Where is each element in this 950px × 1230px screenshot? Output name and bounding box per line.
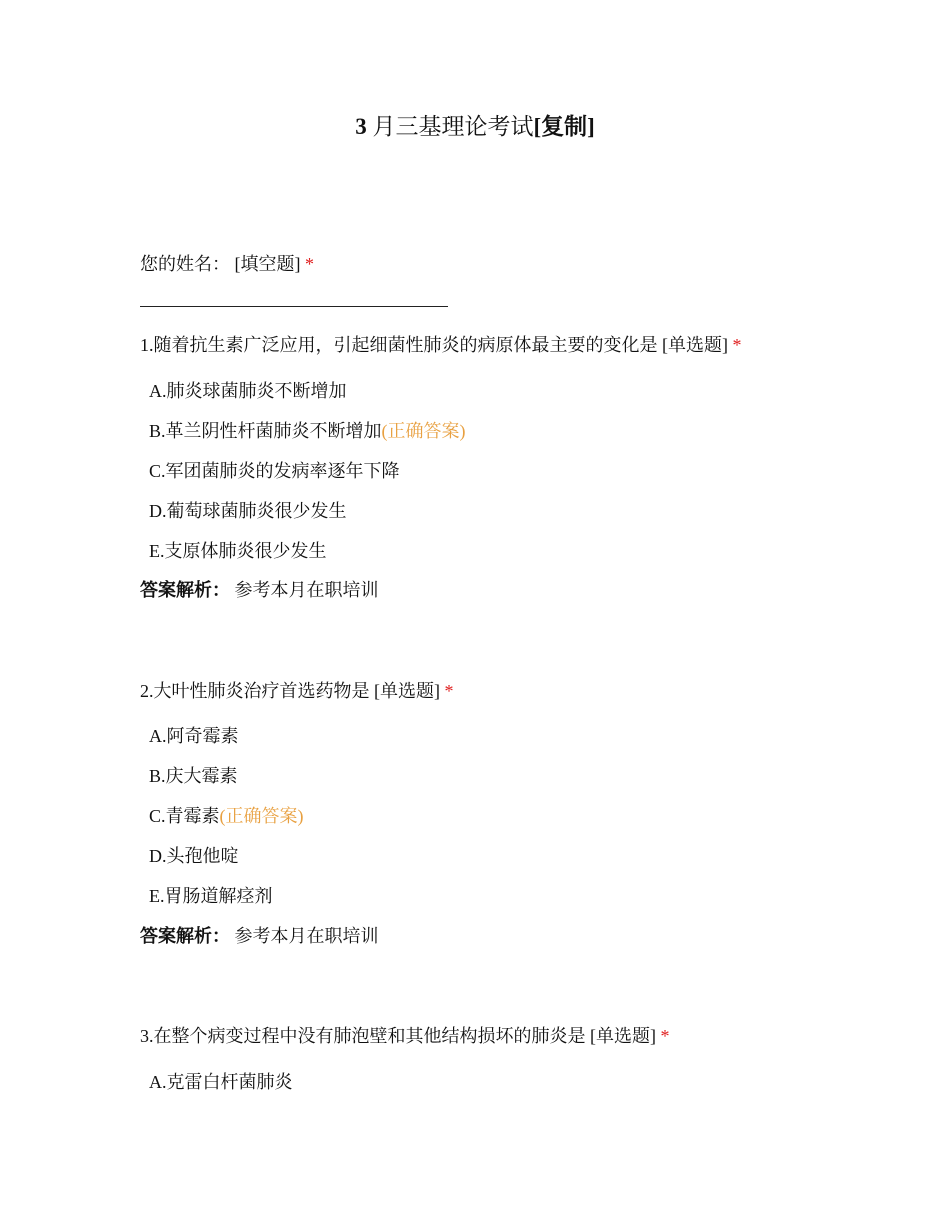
q2-option-c[interactable] [149,804,304,828]
q1-option-c[interactable] [149,459,400,483]
q2-option-a[interactable] [149,724,239,748]
question-3 [140,1024,670,1048]
q3-option-a[interactable] [149,1070,293,1094]
option-text: C.青霉素 [149,806,220,826]
title-number: 3 [355,114,367,139]
correct-answer-label: (正确答案) [381,421,466,441]
q2-option-e[interactable] [149,884,273,908]
question-type: [单选题] [374,681,440,701]
analysis-label: 答案解析： [140,926,230,946]
q2-option-b[interactable] [149,764,238,788]
question-type: [单选题] [662,335,728,355]
option-text: C.军团菌肺炎的发病率逐年下降 [149,461,400,481]
option-text: B.庆大霉素 [149,766,238,786]
option-text: D.头孢他啶 [149,846,239,866]
analysis-text: 参考本月在职培训 [234,926,379,946]
option-text: A.肺炎球菌肺炎不断增加 [149,381,347,401]
option-text: A.克雷白杆菌肺炎 [149,1072,293,1092]
option-text: E.胃肠道解痉剂 [149,886,273,906]
question-prompt: 2.大叶性肺炎治疗首选药物是 [140,681,370,701]
analysis-text: 参考本月在职培训 [234,580,379,600]
q1-option-a[interactable] [149,379,347,403]
q2-option-d[interactable] [149,844,239,868]
title-suffix: [复制] [533,114,595,139]
page-title [0,112,950,142]
option-text: B.革兰阴性杆菌肺炎不断增加 [149,421,382,441]
name-question-type: [填空题] [234,254,301,274]
option-text: E.支原体肺炎很少发生 [149,541,327,561]
required-mark: * [444,681,454,701]
q2-analysis [140,924,379,948]
question-prompt: 1.随着抗生素广泛应用，引起细菌性肺炎的病原体最主要的变化是 [140,335,658,355]
title-text: 月三基理论考试 [372,114,534,139]
question-1 [140,333,742,357]
question-prompt: 3.在整个病变过程中没有肺泡壁和其他结构损坏的肺炎是 [140,1026,586,1046]
q1-option-d[interactable] [149,499,347,523]
name-label-text: 您的姓名： [140,254,230,274]
required-mark: * [305,254,314,274]
q1-option-b[interactable] [149,419,466,443]
name-question [140,252,314,276]
q1-option-e[interactable] [149,539,327,563]
required-mark: * [660,1026,670,1046]
q1-analysis [140,578,379,602]
option-text: D.葡萄球菌肺炎很少发生 [149,501,347,521]
correct-answer-label: (正确答案) [219,806,304,826]
option-text: A.阿奇霉素 [149,726,239,746]
question-type: [单选题] [590,1026,656,1046]
question-2 [140,679,454,703]
required-mark: * [732,335,742,355]
name-input-line[interactable] [140,306,448,307]
analysis-label: 答案解析： [140,580,230,600]
